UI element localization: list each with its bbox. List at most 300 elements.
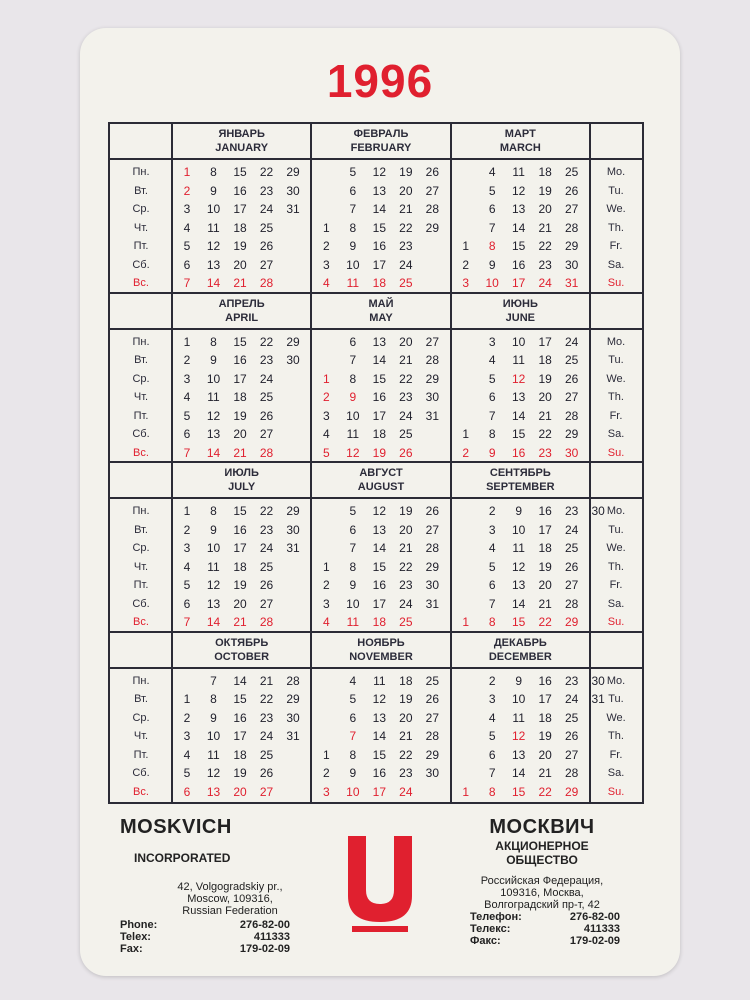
calendar-day: 6 (183, 784, 191, 799)
calendar-day: 6 (349, 710, 357, 725)
calendar-day: 24 (564, 522, 579, 537)
calendar-day: 4 (488, 541, 496, 555)
calendar-day: 14 (372, 353, 386, 367)
calendar-day: 7 (488, 766, 496, 780)
weekday-label-ru: Вс. (133, 785, 149, 798)
calendar-day: 18 (233, 390, 247, 404)
contacts-ru (470, 911, 642, 947)
calendar-day: 26 (425, 504, 439, 518)
calendar-day: 29 (425, 371, 439, 386)
calendar-day: 17 (538, 692, 552, 706)
month-name-en: MAY (369, 311, 393, 324)
calendar-day: 19 (399, 692, 413, 706)
calendar-day: 22 (399, 747, 413, 762)
calendar-day: 20 (538, 578, 552, 592)
month-name-en: NOVEMBER (349, 650, 413, 663)
brand-sub-line: ОБЩЕСТВО (506, 853, 578, 867)
calendar-day: 3 (183, 729, 191, 743)
calendar-day: 28 (425, 729, 439, 743)
calendar-day: 14 (206, 445, 221, 460)
calendar-day: 20 (233, 427, 247, 441)
calendar-day: 13 (372, 522, 386, 537)
calendar-day: 2 (322, 766, 330, 780)
weekday-label-en: Th. (608, 391, 624, 403)
calendar-day: 30 (425, 578, 439, 592)
month-name-ru: МАЙ (368, 297, 394, 310)
calendar-day: 20 (399, 183, 413, 198)
calendar-day: 5 (349, 165, 357, 179)
calendar-day: 24 (259, 541, 274, 555)
calendar-day: 29 (564, 784, 579, 799)
weekday-label-ru: Пт. (133, 409, 149, 422)
weekday-label-en: Su. (607, 446, 625, 459)
weekday-label-ru: Сб. (132, 597, 150, 610)
calendar-day: 22 (399, 220, 413, 235)
calendar-day: 4 (349, 673, 357, 688)
weekday-label-ru: Пн. (132, 335, 150, 348)
calendar-day: 20 (399, 522, 413, 537)
weekday-label-ru: Чт. (133, 560, 149, 573)
calendar-day: 18 (372, 615, 386, 629)
calendar-day: 29 (564, 427, 579, 441)
calendar-day: 11 (207, 747, 220, 762)
month-title (451, 127, 590, 155)
calendar-day: 10 (206, 541, 221, 555)
address-ru (442, 875, 642, 911)
calendar-day: 21 (259, 673, 274, 688)
calendar-day: 17 (233, 371, 247, 386)
calendar-day: 17 (233, 541, 247, 555)
calendar-day: 2 (183, 522, 191, 537)
calendar-day: 7 (183, 445, 191, 460)
calendar-day: 15 (233, 692, 247, 706)
calendar-day: 3 (488, 692, 496, 706)
calendar-day: 30 (286, 522, 300, 537)
weekday-label-ru: Пт. (133, 579, 149, 591)
calendar-day: 13 (372, 183, 386, 198)
calendar-day: 24 (399, 596, 413, 611)
calendar-day: 18 (399, 673, 413, 688)
calendar-day: 24 (399, 408, 413, 423)
calendar-day: 13 (372, 334, 386, 349)
month-name-ru: НОЯБРЬ (357, 636, 405, 649)
calendar-day: 23 (259, 353, 274, 367)
month-title (311, 636, 450, 664)
calendar-day: 28 (425, 202, 439, 216)
calendar-day: 23 (538, 257, 552, 272)
calendar-day: 21 (538, 220, 552, 235)
calendar-day: 2 (462, 257, 469, 272)
calendar-day: 28 (564, 220, 579, 235)
calendar-day: 19 (399, 165, 413, 179)
calendar-day: 18 (372, 276, 386, 290)
calendar-day: 18 (233, 747, 247, 762)
calendar-day: 21 (399, 729, 413, 743)
month-title (172, 297, 311, 325)
calendar-day: 23 (564, 504, 579, 518)
calendar-day: 25 (259, 390, 274, 404)
calendar-day: 3 (183, 371, 191, 386)
calendar-day: 28 (564, 408, 579, 423)
weekday-label-ru: Пт. (133, 240, 149, 252)
calendar-day: 2 (322, 578, 330, 592)
calendar-day: 3 (488, 522, 496, 537)
calendar-day: 21 (399, 202, 413, 216)
calendar-day: 16 (372, 578, 386, 592)
month-title (172, 636, 311, 664)
calendar-day: 16 (511, 257, 526, 272)
calendar-day: 27 (259, 596, 274, 611)
month-name-en: MARCH (499, 142, 541, 154)
quarter-band (110, 633, 642, 803)
calendar-day: 11 (512, 165, 525, 179)
calendar-day: 10 (346, 408, 360, 423)
telex-label: Telex: (120, 931, 151, 943)
calendar-day: 7 (349, 202, 357, 216)
quarter-band (110, 124, 642, 294)
quarter-band (110, 463, 642, 633)
calendar-day: 1 (462, 615, 469, 629)
calendar-day: 11 (512, 353, 525, 367)
calendar-day: 13 (372, 710, 386, 725)
calendar-day: 10 (511, 522, 526, 537)
address-en (120, 881, 340, 917)
calendar-day: 16 (233, 183, 247, 198)
quarter-band (110, 294, 642, 464)
calendar-grid (108, 122, 644, 804)
calendar-day: 22 (259, 334, 274, 349)
calendar-day: 30 (425, 390, 439, 404)
calendar-day: 19 (538, 371, 552, 386)
telex-label: Телекс: (470, 923, 511, 935)
calendar-day: 6 (349, 334, 357, 349)
calendar-day: 25 (399, 615, 413, 629)
calendar-day: 25 (564, 541, 579, 555)
calendar-day: 24 (259, 202, 274, 216)
calendar-day: 30 (564, 445, 579, 460)
calendar-day: 30 (286, 710, 300, 725)
calendar-day: 8 (349, 747, 357, 762)
calendar-day: 11 (512, 541, 525, 555)
calendar-day: 17 (511, 276, 526, 290)
calendar-day: 7 (488, 408, 496, 423)
calendar-day: 1 (183, 334, 191, 349)
weekday-label-en: Fr. (609, 240, 623, 252)
calendar-day: 3 (183, 202, 191, 216)
calendar-day: 20 (233, 257, 247, 272)
calendar-day: 5 (488, 371, 496, 386)
calendar-day: 9 (349, 578, 357, 592)
calendar-day: 12 (372, 504, 386, 518)
month-name-en: FEBRUARY (350, 142, 412, 154)
calendar-day: 19 (372, 445, 386, 460)
calendar-day: 8 (210, 334, 217, 349)
weekday-label-en: We. (606, 542, 626, 554)
calendar-day: 7 (183, 276, 191, 290)
calendar-day: 25 (259, 559, 274, 574)
calendar-day: 26 (259, 239, 274, 253)
weekday-label-ru: Чт. (133, 730, 149, 742)
calendar-day: 13 (206, 596, 221, 611)
calendar-day: 29 (564, 615, 579, 629)
month-name-ru: СЕНТЯБРЬ (489, 467, 551, 479)
weekday-label-en: Su. (607, 277, 625, 289)
calendar-day: 27 (425, 710, 439, 725)
calendar-day: 6 (488, 578, 496, 592)
calendar-day: 29 (286, 165, 300, 179)
weekday-label-en: Th. (608, 730, 624, 742)
weekday-label-en: Th. (608, 221, 624, 234)
calendar-day: 19 (538, 729, 552, 743)
calendar-day: 21 (538, 408, 552, 423)
moskvich-logo-icon (344, 826, 416, 936)
month-title (451, 636, 590, 664)
calendar-day: 25 (564, 353, 579, 367)
calendar-day: 19 (538, 559, 552, 574)
calendar-day: 11 (512, 710, 525, 725)
calendar-day: 29 (286, 334, 300, 349)
calendar-day: 14 (372, 202, 386, 216)
calendar-day: 29 (286, 504, 300, 518)
calendar-day: 17 (538, 334, 552, 349)
calendar-day: 17 (372, 257, 386, 272)
calendar-day: 30 (425, 766, 439, 780)
calendar-day: 27 (564, 578, 579, 592)
calendar-day: 2 (183, 353, 191, 367)
month-title (451, 466, 590, 494)
weekday-label-ru: Пн. (132, 674, 150, 687)
weekday-label-en: We. (606, 203, 626, 215)
calendar-day: 5 (349, 504, 357, 518)
brand-sub-line: АКЦИОНЕРНОЕ (495, 839, 589, 853)
calendar-day: 12 (206, 408, 221, 423)
calendar-day: 18 (538, 353, 552, 367)
address-line: 109316, Москва, (500, 887, 584, 899)
address-line: Russian Federation (182, 905, 278, 917)
calendar-day: 2 (488, 504, 496, 518)
calendar-day: 16 (233, 522, 247, 537)
calendar-card (80, 28, 680, 976)
calendar-day: 12 (511, 729, 526, 743)
calendar-day: 3 (322, 257, 330, 272)
phone-label: Телефон: (470, 911, 522, 923)
phone-label: Phone: (120, 919, 158, 931)
calendar-day: 31 (591, 692, 605, 706)
calendar-day: 7 (349, 729, 357, 743)
calendar-day: 31 (286, 729, 300, 743)
calendar-day: 9 (349, 766, 357, 780)
brand-name-ru: МОСКВИЧ (489, 816, 595, 838)
calendar-day: 21 (233, 445, 247, 460)
month-name-en: AUGUST (357, 481, 405, 493)
calendar-day: 24 (259, 371, 274, 386)
calendar-day: 9 (210, 353, 217, 367)
calendar-day: 22 (399, 371, 413, 386)
calendar-day: 14 (206, 276, 221, 290)
calendar-day: 25 (399, 276, 413, 290)
calendar-day: 9 (210, 522, 217, 537)
calendar-day: 8 (349, 220, 357, 235)
calendar-day: 12 (511, 183, 526, 198)
weekday-label-ru: Пн. (132, 505, 150, 517)
calendar-day: 22 (538, 784, 552, 799)
calendar-day: 2 (322, 390, 330, 404)
month-name-ru: ФЕВРАЛЬ (353, 128, 409, 140)
calendar-day: 31 (564, 276, 579, 290)
calendar-day: 8 (488, 615, 496, 629)
calendar-day: 11 (346, 276, 360, 290)
calendar-day: 30 (564, 257, 579, 272)
calendar-day: 10 (346, 784, 360, 799)
calendar-day: 25 (259, 747, 274, 762)
calendar-day: 25 (564, 710, 579, 725)
month-name-ru: МАРТ (504, 128, 536, 140)
calendar-day: 15 (511, 615, 526, 629)
month-name-ru: ДЕКАБРЬ (493, 636, 547, 649)
calendar-day: 1 (462, 427, 469, 441)
calendar-day: 1 (322, 371, 330, 386)
calendar-day: 2 (183, 183, 191, 198)
calendar-day: 23 (538, 445, 552, 460)
calendar-day: 26 (564, 729, 579, 743)
calendar-day: 26 (564, 559, 579, 574)
calendar-day: 11 (207, 390, 220, 404)
calendar-day: 26 (259, 578, 274, 592)
calendar-day: 7 (349, 541, 357, 555)
weekday-label-en: Sa. (607, 597, 625, 610)
calendar-day: 16 (538, 504, 552, 518)
calendar-day: 9 (210, 183, 217, 198)
weekday-label-ru: Чт. (133, 221, 149, 234)
calendar-day: 22 (399, 559, 413, 574)
calendar-day: 25 (564, 165, 579, 179)
weekday-label-ru: Вс. (133, 446, 149, 459)
calendar-day: 1 (322, 747, 330, 762)
calendar-day: 28 (564, 596, 579, 611)
calendar-day: 25 (259, 220, 274, 235)
calendar-day: 15 (511, 239, 526, 253)
calendar-day: 13 (206, 427, 221, 441)
weekday-label-ru: Ср. (132, 372, 150, 385)
telex-value: 411333 (583, 923, 620, 935)
calendar-day: 12 (346, 445, 360, 460)
calendar-day: 15 (511, 427, 526, 441)
calendar-day: 16 (511, 445, 526, 460)
calendar-day: 16 (372, 239, 386, 253)
weekday-label-en: Su. (607, 785, 625, 798)
calendar-day: 25 (399, 427, 413, 441)
weekday-label-en: Tu. (608, 354, 624, 366)
telex-value: 411333 (253, 931, 290, 943)
weekday-label-en: Mo. (606, 505, 626, 517)
calendar-day: 14 (206, 615, 221, 629)
calendar-day: 1 (322, 220, 330, 235)
calendar-day: 15 (233, 504, 247, 518)
weekday-label-en: Su. (607, 616, 625, 628)
calendar-day: 10 (346, 596, 360, 611)
calendar-day: 5 (183, 766, 191, 780)
calendar-day: 1 (462, 784, 469, 799)
calendar-day: 27 (425, 183, 439, 198)
weekday-label-ru: Ср. (132, 542, 150, 554)
calendar-day: 9 (515, 673, 522, 688)
calendar-day: 10 (206, 371, 221, 386)
calendar-day: 28 (259, 276, 274, 290)
calendar-day: 23 (259, 522, 274, 537)
calendar-day: 21 (399, 541, 413, 555)
calendar-day: 8 (210, 692, 217, 706)
calendar-day: 8 (210, 165, 217, 179)
calendar-day: 20 (399, 710, 413, 725)
calendar-day: 15 (372, 371, 386, 386)
calendar-day: 23 (399, 239, 413, 253)
calendar-day: 20 (233, 596, 247, 611)
address-line: 42, Volgogradskiy pr., (177, 881, 283, 893)
calendar-day: 27 (564, 390, 579, 404)
calendar-day: 27 (564, 202, 579, 216)
calendar-day: 13 (511, 747, 526, 762)
weekday-label-ru: Вт. (134, 693, 148, 705)
calendar-day: 12 (511, 371, 526, 386)
calendar-day: 30 (286, 353, 300, 367)
calendar-day: 13 (511, 390, 526, 404)
calendar-day: 19 (233, 239, 247, 253)
calendar-day: 20 (538, 202, 552, 216)
calendar-day: 14 (233, 673, 247, 688)
calendar-day: 17 (372, 784, 386, 799)
weekday-label-en: We. (606, 711, 626, 724)
calendar-day: 13 (206, 784, 221, 799)
calendar-day: 17 (233, 202, 247, 216)
calendar-day: 2 (462, 445, 469, 460)
calendar-day: 21 (538, 596, 552, 611)
calendar-day: 11 (207, 559, 220, 574)
calendar-day: 15 (372, 747, 386, 762)
calendar-day: 9 (349, 239, 357, 253)
calendar-day: 18 (233, 559, 247, 574)
calendar-day: 24 (564, 334, 579, 349)
calendar-day: 4 (322, 615, 330, 629)
weekday-label-ru: Ср. (132, 203, 150, 215)
weekday-label-ru: Вт. (134, 523, 148, 536)
calendar-day: 18 (233, 220, 247, 235)
calendar-day: 11 (373, 673, 386, 688)
calendar-day: 4 (183, 559, 191, 574)
calendar-day: 27 (564, 747, 579, 762)
calendar-day: 23 (399, 766, 413, 780)
calendar-day: 21 (233, 276, 247, 290)
calendar-day: 23 (399, 390, 413, 404)
calendar-day: 23 (259, 183, 274, 198)
calendar-day: 20 (399, 334, 413, 349)
month-name-ru: АВГУСТ (359, 467, 403, 479)
calendar-day: 31 (425, 596, 439, 611)
calendar-day: 13 (206, 257, 221, 272)
calendar-day: 4 (183, 220, 191, 235)
calendar-day: 12 (372, 165, 386, 179)
weekday-label-en: Fr. (609, 409, 623, 422)
calendar-day: 16 (538, 673, 552, 688)
calendar-day: 6 (183, 257, 191, 272)
calendar-day: 14 (372, 541, 386, 555)
month-name-ru: ИЮЛЬ (224, 467, 259, 479)
calendar-day: 27 (259, 784, 274, 799)
calendar-day: 15 (233, 165, 247, 179)
calendar-day: 26 (259, 408, 274, 423)
calendar-day: 27 (425, 522, 439, 537)
calendar-day: 17 (372, 596, 386, 611)
calendar-day: 7 (488, 220, 496, 235)
